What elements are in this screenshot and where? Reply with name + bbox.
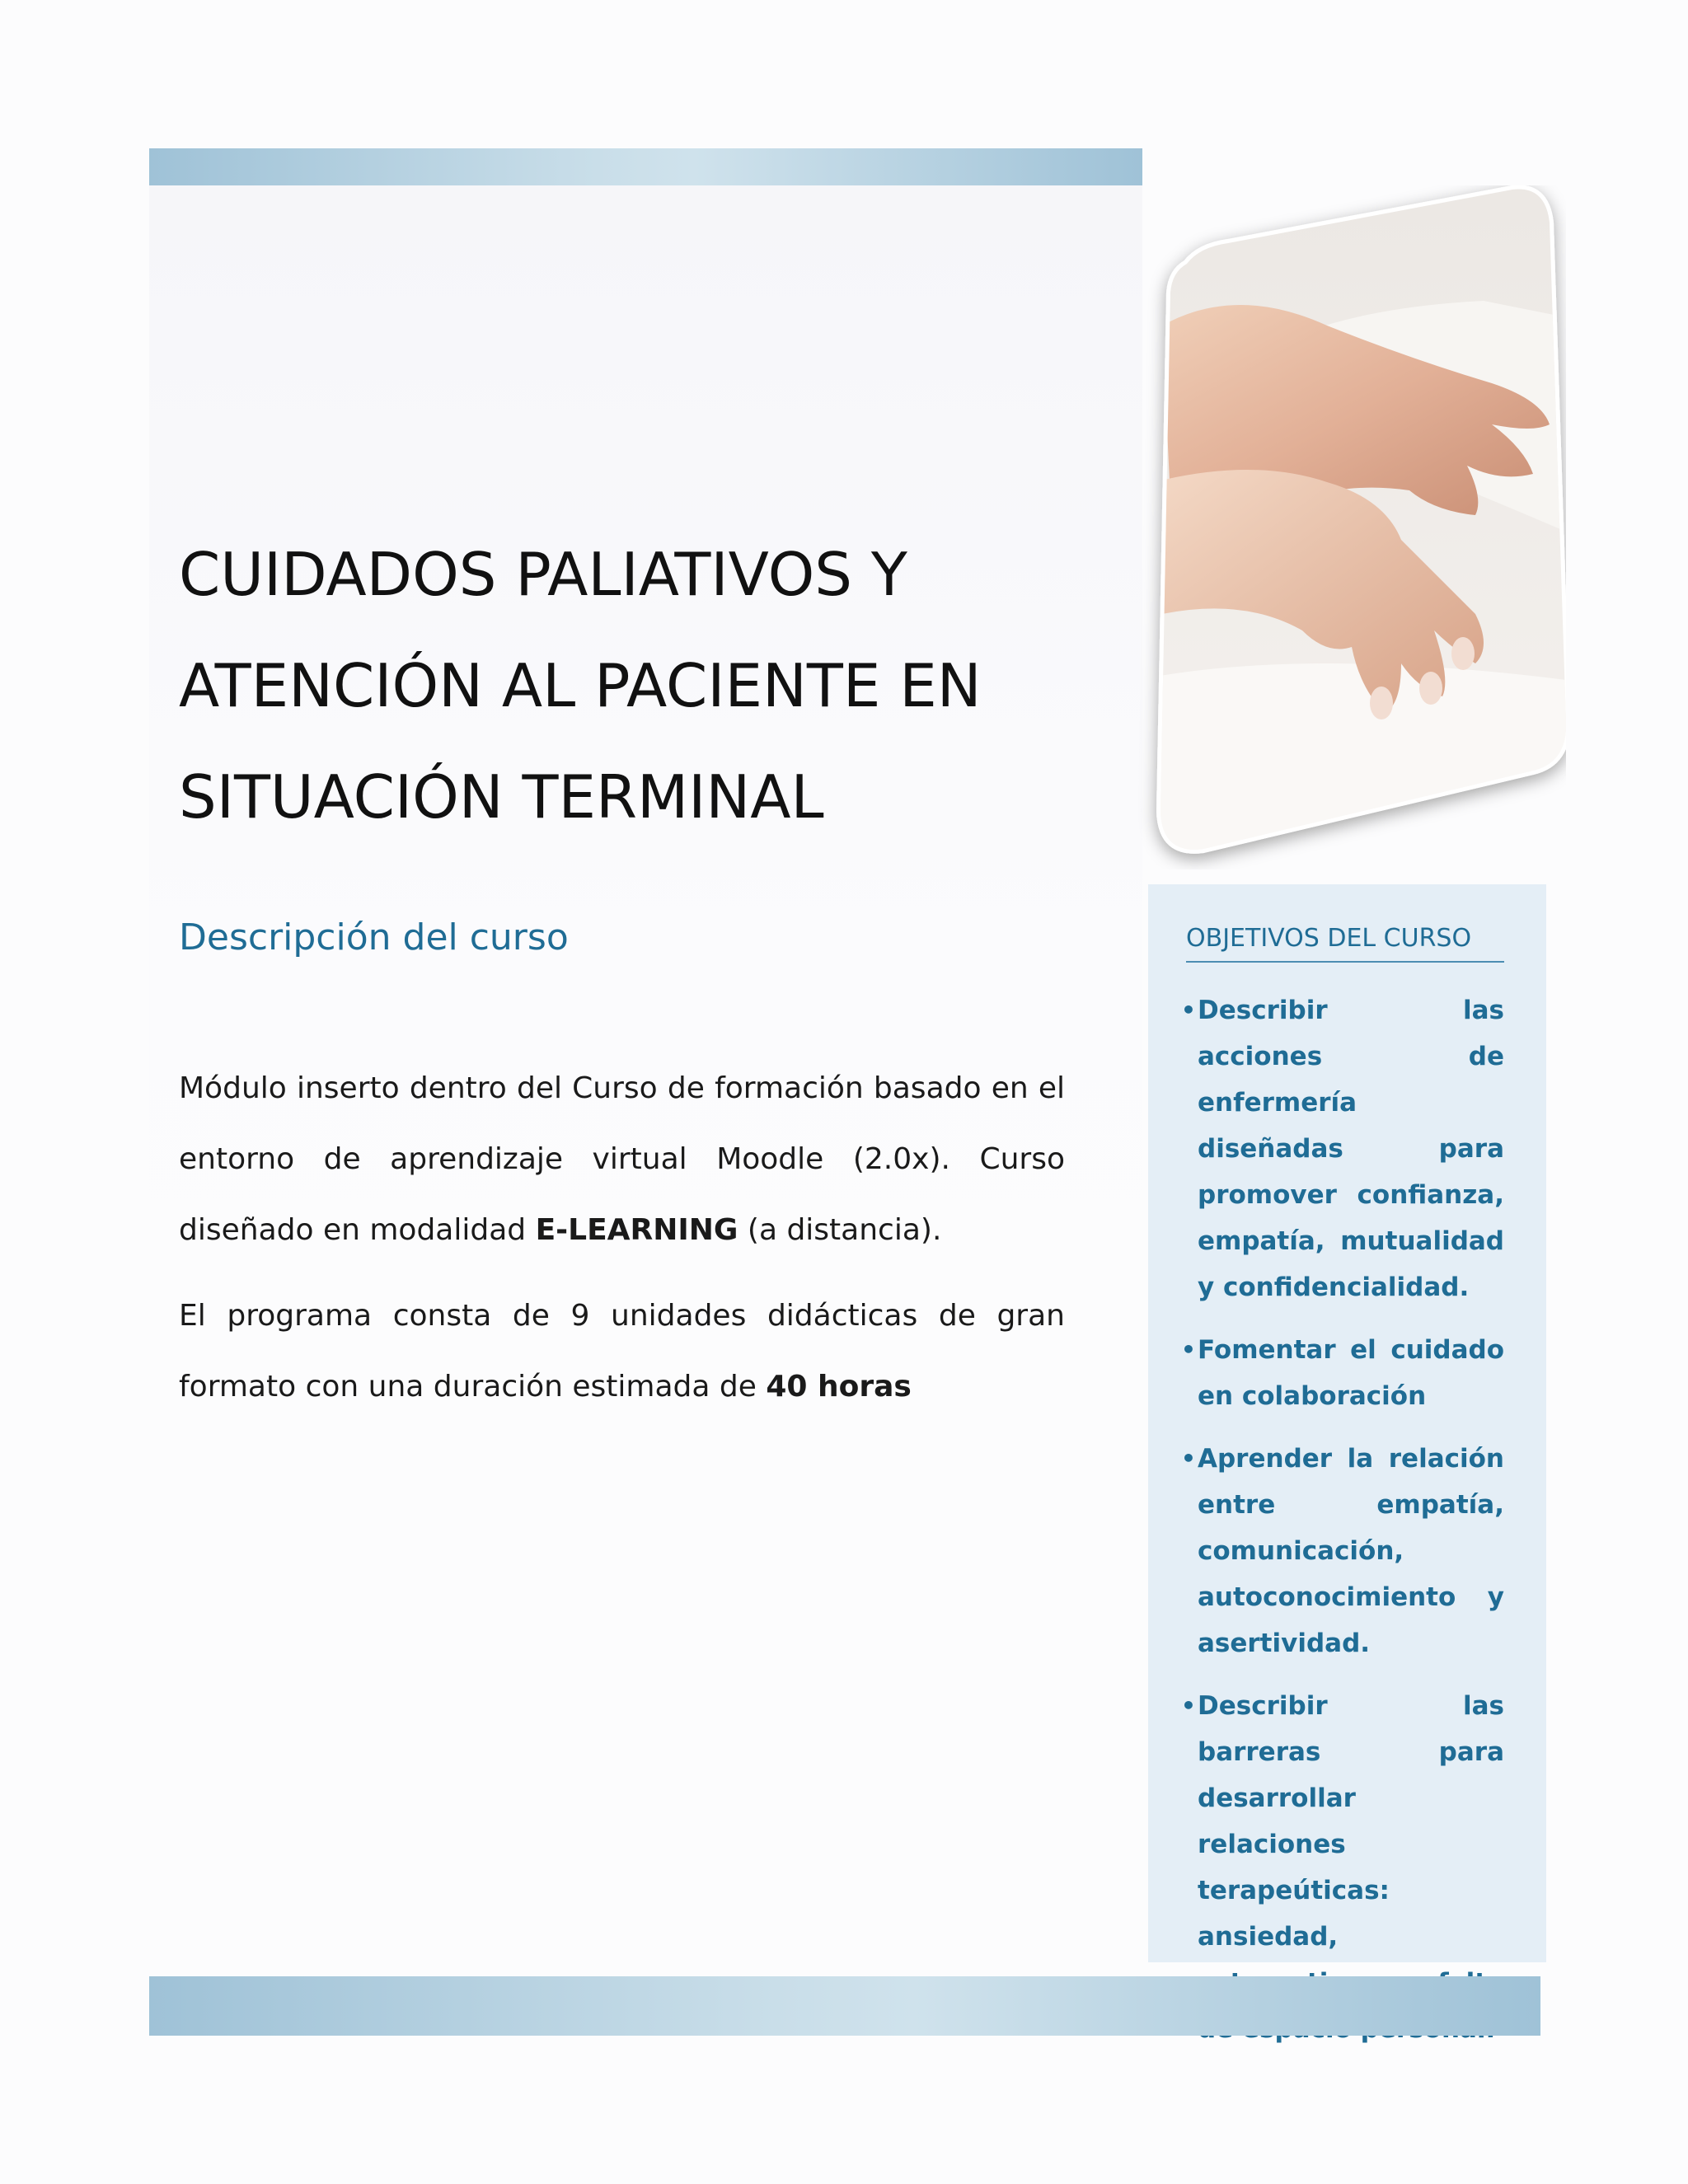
list-item (1181, 1436, 1504, 1666)
objectives-sidebar (1148, 884, 1546, 1962)
title-line-1: CUIDADOS PALIATIVOS Y (179, 540, 907, 609)
top-decorative-bar (149, 148, 1142, 185)
course-title (179, 519, 1085, 853)
paragraph-2-bold: 40 horas (766, 1370, 912, 1404)
list-item (1181, 1327, 1504, 1419)
description-body (179, 1053, 1065, 1437)
objective-text: Describir las acciones de enfermería diseñadas para promover confianza, empatía, mutualidad y confidencialidad. (1198, 996, 1504, 1302)
objectives-heading: OBJETIVOS DEL CURSO (1186, 924, 1504, 963)
title-line-3: SITUACIÓN TERMINAL (179, 762, 824, 832)
paragraph-1-bold: E-LEARNING (535, 1213, 738, 1247)
description-paragraph-2 (179, 1281, 1065, 1422)
paragraph-2-text: El programa consta de 9 unidades didácticas de gran formato con una duración estimada de (179, 1299, 1065, 1404)
bottom-decorative-bar (149, 1976, 1540, 2036)
objective-text: Aprender la relación entre empatía, comunicación, autoconocimiento y asertividad. (1198, 1444, 1504, 1658)
objectives-list (1181, 987, 1504, 2069)
bullet-icon: • (1181, 1445, 1196, 1472)
objective-text: Fomentar el cuidado en colaboración (1198, 1335, 1504, 1411)
paragraph-1-text-end: (a distancia). (738, 1213, 942, 1247)
bullet-icon: • (1181, 1336, 1196, 1363)
title-line-2: ATENCIÓN AL PACIENTE EN (179, 651, 982, 720)
objective-text: Describir las barreras para desarrollar relaciones terapeúticas: ansiedad, (1198, 1691, 1504, 1952)
bullet-icon: • (1181, 996, 1196, 1024)
list-item (1181, 987, 1504, 1310)
hands-photo (1137, 185, 1566, 869)
description-paragraph-1 (179, 1053, 1065, 1266)
bullet-icon: • (1181, 1692, 1196, 1719)
description-heading: Descripción del curso (179, 916, 569, 958)
paragraph-1-text: Módulo inserto dentro del Curso de formación basado en el entorno de aprendizaje virtual Moodle (2.0x). Curso diseñado en modalidad (179, 1071, 1065, 1247)
